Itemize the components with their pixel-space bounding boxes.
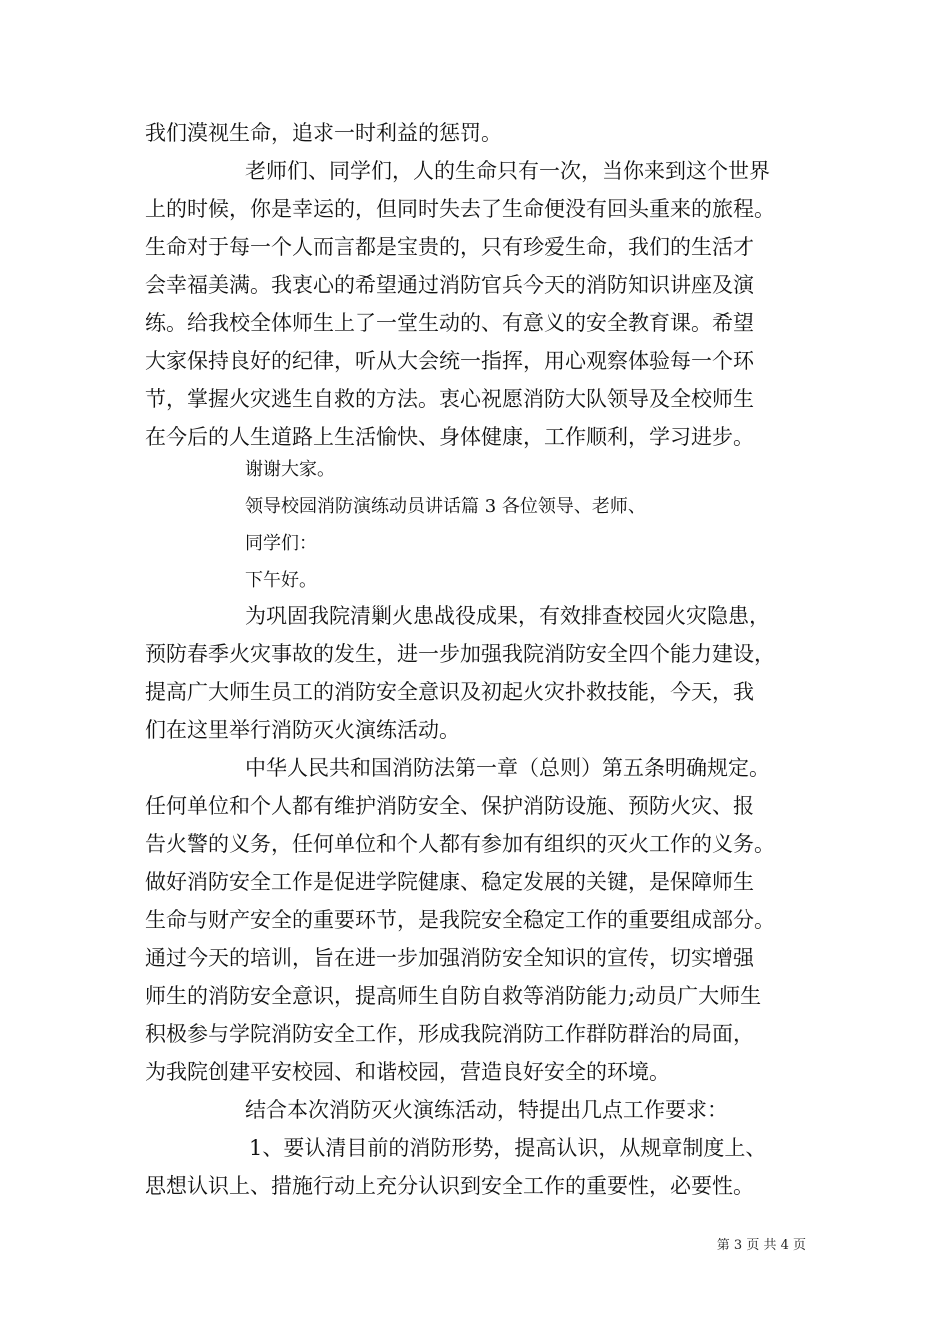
text-line: 通过今天的培训，旨在进一步加强消防安全知识的宣传，切实增强 bbox=[145, 946, 754, 970]
text-line: 生命对于每一个人而言都是宝贵的，只有珍爱生命，我们的生活才 bbox=[145, 235, 754, 259]
text-line: 生命与财产安全的重要环节，是我院安全稳定工作的重要组成部分。 bbox=[145, 908, 775, 932]
text-line: 做好消防安全工作是促进学院健康、稳定发展的关键，是保障师生 bbox=[145, 870, 754, 894]
text-line: 为我院创建平安校园、和谐校园，营造良好安全的环境。 bbox=[145, 1060, 670, 1084]
section-heading: 领导校园消防演练动员讲话篇 3 各位领导、老师、 bbox=[245, 496, 646, 517]
text-line: 会幸福美满。我衷心的希望通过消防官兵今天的消防知识讲座及演 bbox=[145, 273, 754, 297]
page-number: 第 3 页 共 4 页 bbox=[716, 1238, 806, 1253]
text-line: 结合本次消防灭火演练活动，特提出几点工作要求： bbox=[245, 1098, 728, 1122]
text-line: 为巩固我院清剿火患战役成果，有效排查校园火灾隐患， bbox=[245, 604, 770, 628]
text-line: 谢谢大家。 bbox=[245, 459, 335, 480]
text-line: 同学们： bbox=[245, 533, 317, 554]
text-line: 预防春季火灾事故的发生，进一步加强我院消防安全四个能力建设， bbox=[145, 642, 775, 666]
text-line: 上的时候，你是幸运的，但同时失去了生命便没有回头重来的旅程。 bbox=[145, 197, 775, 221]
text-line: 在今后的人生道路上生活愉快、身体健康，工作顺利，学习进步。 bbox=[145, 425, 754, 449]
text-line: 们在这里举行消防灭火演练活动。 bbox=[145, 718, 460, 742]
text-line: 下午好。 bbox=[245, 570, 317, 591]
text-line: 1、要认清目前的消防形势，提高认识，从规章制度上、 bbox=[249, 1136, 767, 1160]
text-line: 师生的消防安全意识，提高师生自防自救等消防能力;动员广大师生 bbox=[145, 984, 762, 1008]
text-line: 思想认识上、措施行动上充分认识到安全工作的重要性，必要性。 bbox=[145, 1174, 754, 1198]
text-line: 练。给我校全体师生上了一堂生动的、有意义的安全教育课。希望 bbox=[145, 311, 754, 335]
text-line: 我们漠视生命，追求一时利益的惩罚。 bbox=[145, 121, 502, 145]
text-line: 任何单位和个人都有维护消防安全、保护消防设施、预防火灾、报 bbox=[145, 794, 754, 818]
text-line: 积极参与学院消防安全工作，形成我院消防工作群防群治的局面， bbox=[145, 1022, 754, 1046]
text-line: 老师们、同学们，人的生命只有一次，当你来到这个世界 bbox=[245, 159, 770, 183]
text-line: 大家保持良好的纪律，听从大会统一指挥，用心观察体验每一个环 bbox=[145, 349, 754, 373]
text-line: 节，掌握火灾逃生自救的方法。衷心祝愿消防大队领导及全校师生 bbox=[145, 387, 754, 411]
text-line: 告火警的义务，任何单位和个人都有参加有组织的灭火工作的义务。 bbox=[145, 832, 775, 856]
text-line: 中华人民共和国消防法第一章（总则）第五条明确规定。 bbox=[245, 756, 770, 780]
text-line: 提高广大师生员工的消防安全意识及初起火灾扑救技能，今天，我 bbox=[145, 680, 754, 704]
